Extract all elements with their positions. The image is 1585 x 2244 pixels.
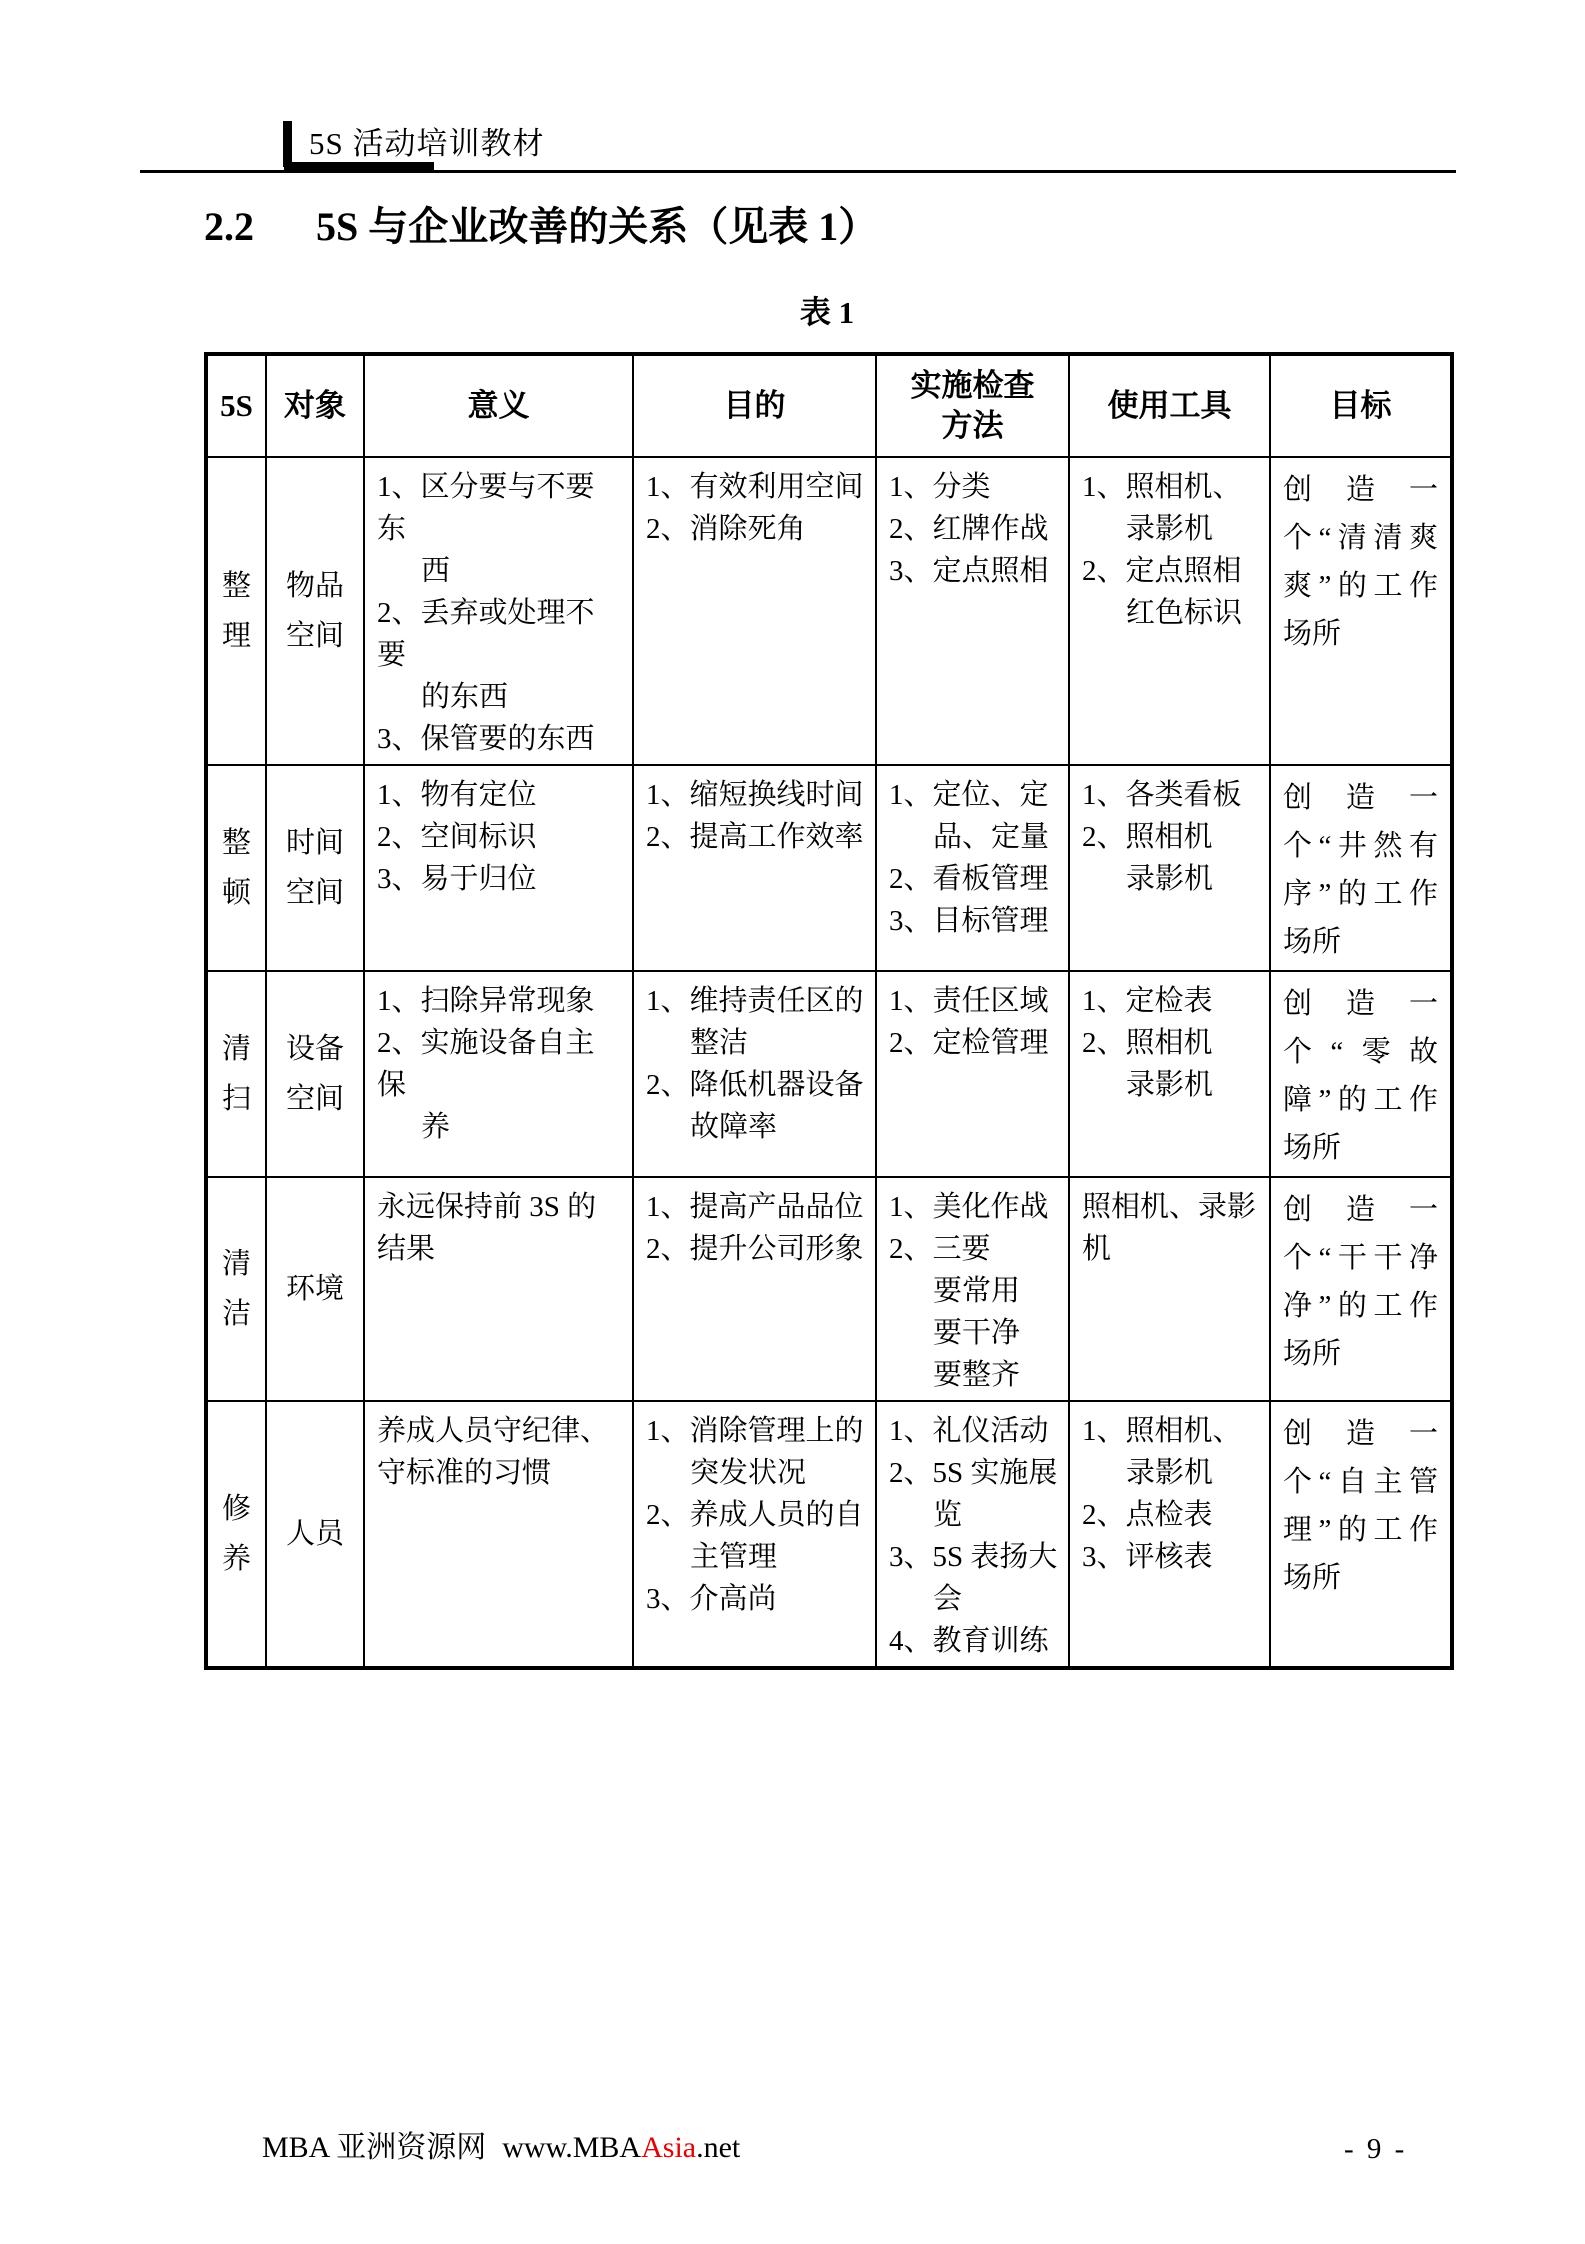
column-header: 使用工具 [1069, 354, 1270, 457]
footer-url-pre: www.MBA [502, 2131, 642, 2164]
cell-object: 物品空间 [266, 457, 364, 765]
cell-purpose: 1、维持责任区的 整洁 2、降低机器设备 故障率 [633, 971, 876, 1177]
cell-object: 人员 [266, 1401, 364, 1668]
cell-goal: 创造一个“干干净净”的工作场所 [1270, 1177, 1452, 1401]
cell-purpose: 1、有效利用空间 2、消除死角 [633, 457, 876, 765]
section-heading [204, 205, 878, 249]
cell-goal: 创造一个“自主管理”的工作场所 [1270, 1401, 1452, 1668]
footer-url-asia: Asia [641, 2131, 697, 2164]
cell-5s: 整顿 [206, 765, 266, 971]
cell-method: 1、分类 2、红牌作战 3、定点照相 [876, 457, 1069, 765]
cell-meaning: 养成人员守纪律、 守标准的习惯 [364, 1401, 633, 1668]
cell-meaning: 1、区分要与不要东 西 2、丢弃或处理不要 的东西 3、保管要的东西 [364, 457, 633, 765]
table-row [206, 1177, 1452, 1401]
column-header: 目标 [1270, 354, 1452, 457]
page-number: - 9 - [1344, 2133, 1408, 2165]
header-rule [140, 170, 1456, 173]
header-title: 5S 活动培训教材 [309, 126, 545, 161]
column-header: 5S [206, 354, 266, 457]
table-row [206, 765, 1452, 971]
table-header-row [206, 354, 1452, 457]
cell-goal: 创造一个“井然有序”的工作场所 [1270, 765, 1452, 971]
cell-tools: 1、照相机、 录影机 2、点检表 3、评核表 [1069, 1401, 1270, 1668]
column-header: 意义 [364, 354, 633, 457]
cell-5s: 修养 [206, 1401, 266, 1668]
cell-purpose: 1、消除管理上的 突发状况 2、养成人员的自 主管理 3、介高尚 [633, 1401, 876, 1668]
cell-meaning: 永远保持前 3S 的 结果 [364, 1177, 633, 1401]
cell-tools: 照相机、录影 机 [1069, 1177, 1270, 1401]
cell-method: 1、定位、定 品、定量 2、看板管理 3、目标管理 [876, 765, 1069, 971]
cell-object: 时间空间 [266, 765, 364, 971]
footer-url-post: .net [696, 2131, 741, 2164]
cell-method: 1、礼仪活动 2、5S 实施展 览 3、5S 表扬大 会 4、教育训练 [876, 1401, 1069, 1668]
table-row [206, 1401, 1452, 1668]
cell-meaning: 1、物有定位 2、空间标识 3、易于归位 [364, 765, 633, 971]
cell-method: 1、责任区域 2、定检管理 [876, 971, 1069, 1177]
footer-brand: MBA 亚洲资源网 [262, 2131, 487, 2164]
cell-purpose: 1、提高产品品位 2、提升公司形象 [633, 1177, 876, 1401]
column-header: 对象 [266, 354, 364, 457]
cell-tools: 1、照相机、 录影机 2、定点照相 红色标识 [1069, 457, 1270, 765]
header-vertical-bar [283, 121, 292, 167]
table-row [206, 971, 1452, 1177]
table-caption: 表 1 [799, 295, 855, 330]
cell-object: 设备空间 [266, 971, 364, 1177]
cell-tools: 1、各类看板 2、照相机 录影机 [1069, 765, 1270, 971]
footer [262, 2131, 740, 2165]
cell-5s: 清洁 [206, 1177, 266, 1401]
cell-goal: 创造一个“清清爽爽”的工作场所 [1270, 457, 1452, 765]
cell-goal: 创造一个“零故障”的工作场所 [1270, 971, 1452, 1177]
cell-5s: 整理 [206, 457, 266, 765]
section-title: 5S 与企业改善的关系（见表 1） [316, 204, 879, 249]
cell-meaning: 1、扫除异常现象 2、实施设备自主保 养 [364, 971, 633, 1177]
cell-object: 环境 [266, 1177, 364, 1401]
section-number: 2.2 [204, 204, 254, 249]
column-header: 实施检查方法 [876, 354, 1069, 457]
s5-table [204, 352, 1454, 1670]
column-header: 目的 [633, 354, 876, 457]
cell-5s: 清扫 [206, 971, 266, 1177]
cell-purpose: 1、缩短换线时间 2、提高工作效率 [633, 765, 876, 971]
cell-method: 1、美化作战 2、三要 要常用 要干净 要整齐 [876, 1177, 1069, 1401]
table-row [206, 457, 1452, 765]
cell-tools: 1、定检表 2、照相机 录影机 [1069, 971, 1270, 1177]
